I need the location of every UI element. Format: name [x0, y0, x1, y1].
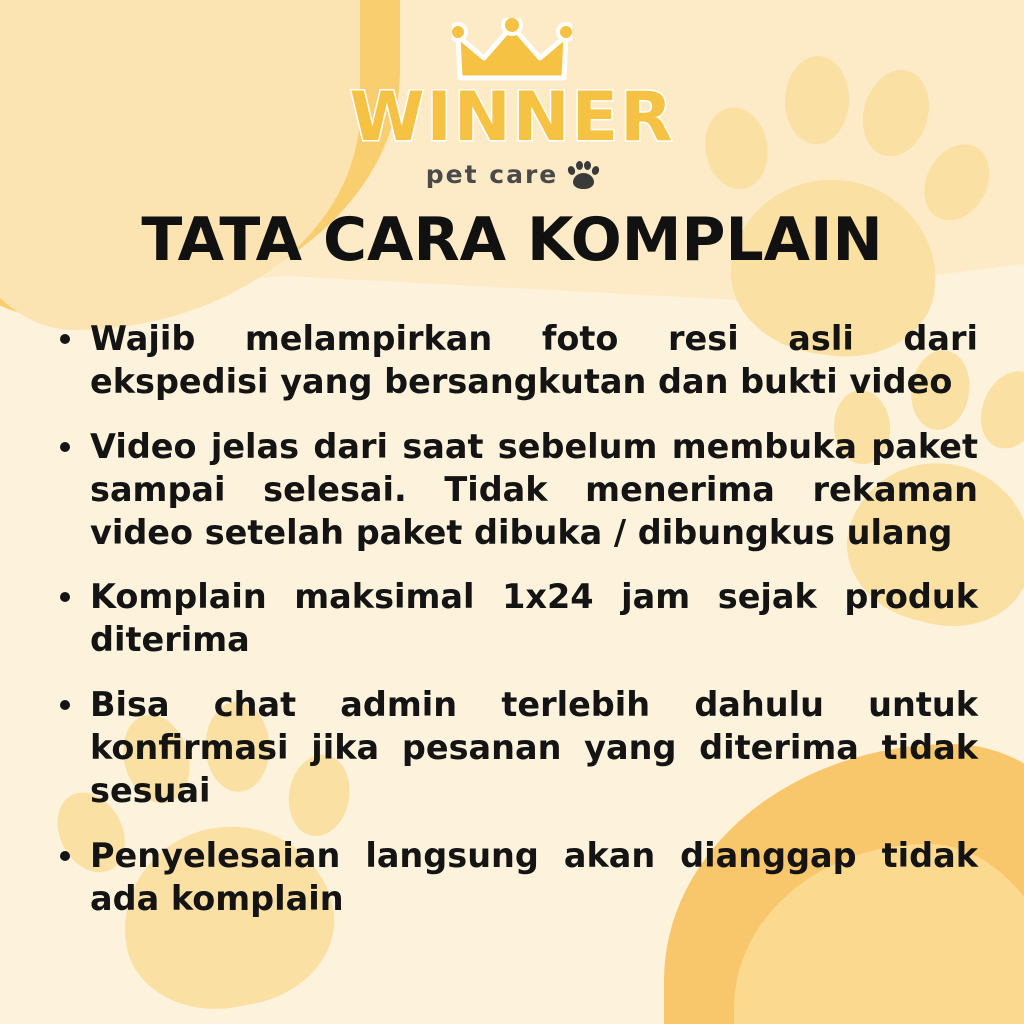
brand-name: WINNER: [349, 78, 675, 157]
page-title: TATA CARA KOMPLAIN: [141, 205, 883, 275]
brand-logo: [0, 18, 1024, 189]
brand-tagline-row: [0, 160, 1024, 189]
bullet-icon: [60, 592, 70, 602]
bullet-icon: [60, 851, 70, 861]
list-item-text: Bisa chat admin terlebih dahulu untuk konfirmasi jika pesanan yang diterima tidak sesuai: [90, 685, 978, 810]
bullet-icon: [60, 700, 70, 710]
list-item: [46, 318, 978, 404]
list-item-text: Penyelesaian langsung akan dianggap tidak ada komplain: [90, 835, 978, 918]
list-item-text: Wajib melampirkan foto resi asli dari ekspedisi yang bersangkutan dan bukti video: [90, 319, 978, 401]
list-item: [46, 576, 978, 662]
list-item: [46, 684, 978, 813]
list-item: [46, 426, 978, 555]
list-item-text: Komplain maksimal 1x24 jam sejak produk diterima: [90, 577, 978, 660]
bullet-icon: [60, 334, 70, 344]
list-item: [46, 835, 978, 921]
brand-tagline: pet care: [425, 160, 559, 189]
bullet-icon: [60, 442, 70, 452]
complaint-steps-list: [46, 318, 978, 921]
list-item-text: Video jelas dari saat sebelum membuka paket sampai selesai. Tidak menerima rekaman video setelah paket dibuka / dibungkus ulang: [90, 426, 978, 552]
paw-icon: [568, 161, 598, 189]
